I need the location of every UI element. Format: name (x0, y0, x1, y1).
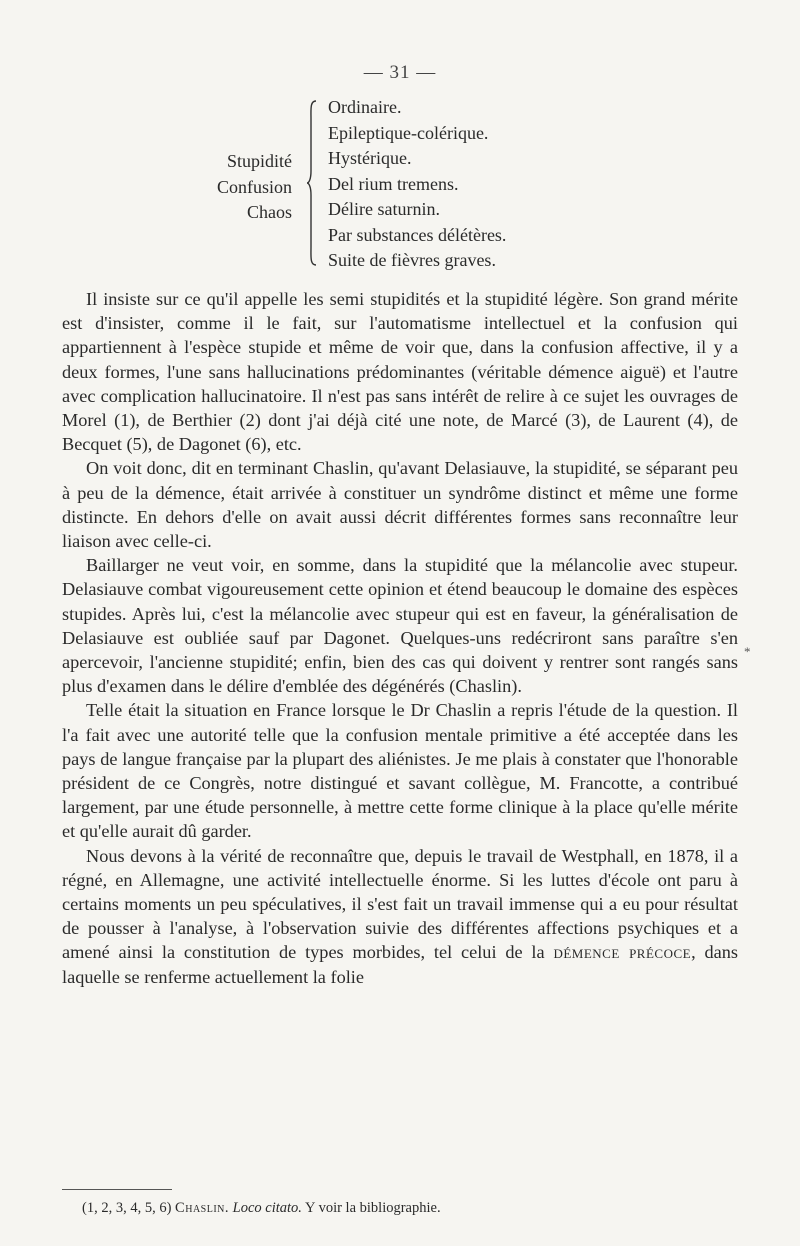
footnote-text: Y voir la bibliographie. (305, 1200, 441, 1216)
left-term: Confusion (216, 176, 292, 197)
classification-right-terms (328, 95, 748, 274)
classification-table (0, 95, 800, 275)
right-term: Ordinaire. (328, 97, 402, 117)
right-term: Hystérique. (328, 148, 412, 168)
right-term: Del rium tremens. (328, 173, 459, 194)
paragraph: Il insiste sur ce qu'il appelle les semi stupidités et la stupidité légère. Son grand mérite est d'insister, comme il le fait, sur l'automatisme intellectuel et la confusion qui appartiennent à l'espèce stupide et même de voir que, dans la confusion affective, il y a deux formes, l'une sans hallucinations prédominantes (véritable démence aiguë) et l'autre avec complication hallucinatoire. Il n'est pas sans intérêt de relire à ce sujet les ouvrages de Morel (1), de Berthier (2) dont j'ai déjà cité une note, de Marcé (3), de Laurent (4), de Becquet (5), de Dagonet (6), etc. (62, 289, 738, 455)
footnote-rule (62, 1189, 172, 1190)
body-text (62, 287, 738, 989)
right-term: Suite de fièvres graves. (328, 250, 496, 270)
paragraph (62, 844, 738, 989)
paragraph: Telle était la situation en France lorsque le Dr Chaslin a repris l'étude de la question. Il l'a fait avec une autorité telle que la confusion mentale primitive a été acceptée dans les pays de langue française par la plupart des aliénistes. Je me plais à constater que l'honorable président de ce Congrès, notre distingué et savant collègue, M. Francotte, a contribué largement, par une étude personnelle, à mettre cette forme clinique à la place qu'elle mérite et qu'elle aurait dû garder. (62, 700, 738, 842)
paragraph-text: , dans laquelle se renferme actuellement la folie (62, 942, 739, 987)
right-term: Par substances délétères. (328, 224, 507, 245)
curly-brace-icon (306, 99, 318, 267)
margin-mark: * (744, 644, 751, 659)
classification-left-terms (200, 149, 292, 226)
right-term: Délire saturnin. (328, 199, 440, 219)
paragraph: Baillarger ne veut voir, en somme, dans la stupidité que la mélancolie avec stupeur. Delasiauve combat vigoureusement cette opinion et étend beaucoup le domaine des espèces stupides. Après lui, c'est la mélancolie avec stupeur qui est en faveur, la généralisation de Delasiauve est oubliée sauf par Dagonet. Quelques-uns redécriront sans paraître s'en apercevoir, l'ancienne stupidité; enfin, bien des cas qui doivent y rentrer sont rangés sans plus d'examen dans le délire d'emblée des dégénérés (Chaslin). (62, 555, 738, 697)
paragraph: On voit donc, dit en terminant Chaslin, qu'avant Delasiauve, la stupidité, se séparant peu à peu de la démence, était arrivée à constituer un syndrôme distinct et même une forme distincte. En dehors d'elle on avait aussi décrit différentes formes sans reconnaître leur liaison avec celle-ci. (62, 458, 738, 552)
right-term: Epileptique-colérique. (328, 122, 489, 143)
footnote-citation: Loco citato. (232, 1200, 302, 1216)
page-number: — 31 — (363, 62, 437, 83)
paragraph-text: Nous devons à la vérité de reconnaître que, depuis le travail de Westphall, en 1878, il a régné, en Allemagne, une activité intellectuelle énorme. Si les luttes d'école ont paru à certains moments un peu spéculatives, il s'est fait un travail immense qui a eu pour résultat de pousser à l'analyse, à l'observation suivie des différentes affections psychiques et a amené ainsi la constitution de types morbides, tel celui de la (62, 845, 738, 963)
footnote-refs: (1, 2, 3, 4, 5, 6) (82, 1200, 172, 1216)
left-term: Stupidité (226, 151, 292, 171)
footnote (82, 1198, 742, 1218)
footnote-author: Chaslin. (175, 1200, 230, 1216)
left-term: Chaos (247, 202, 292, 222)
term-demence-precoce: démence précoce (553, 942, 692, 963)
